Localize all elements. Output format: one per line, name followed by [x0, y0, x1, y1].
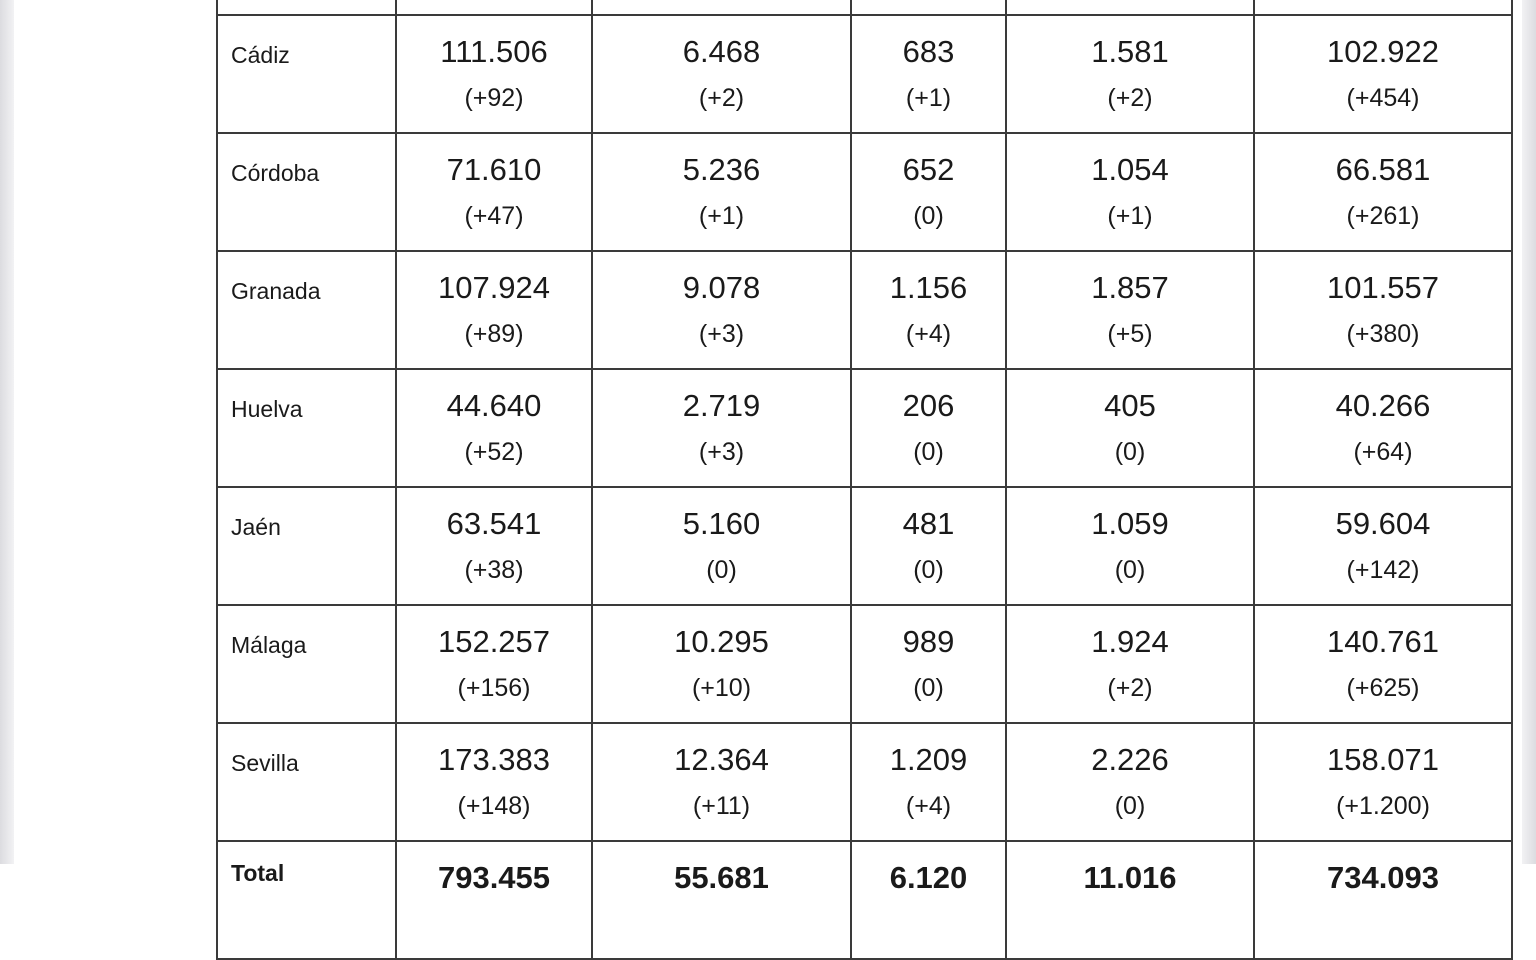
main-value: 683: [902, 34, 955, 69]
delta-value: (+2): [1107, 674, 1153, 702]
main-value: 11.016: [1083, 860, 1177, 895]
province-name-cell: Sevilla: [217, 723, 396, 841]
delta-value: (+47): [464, 202, 524, 230]
value-cell: [851, 605, 1006, 723]
value-cell: [592, 369, 851, 487]
value-cell: [592, 251, 851, 369]
delta-value: (+89): [464, 320, 524, 348]
main-value: 2.719: [682, 388, 761, 423]
right-page-gutter: [1522, 0, 1536, 864]
value-cell: [851, 841, 1006, 959]
main-value: 206: [902, 388, 955, 423]
value-cell: [592, 841, 851, 959]
table-row: [217, 723, 1512, 841]
value-cell: [396, 15, 592, 133]
delta-value: (+2): [698, 84, 745, 112]
delta-value: (+2): [1107, 84, 1153, 112]
value-cell: [396, 487, 592, 605]
value-cell: [1254, 841, 1512, 959]
value-cell: [396, 841, 592, 959]
value-cell: [396, 133, 592, 251]
delta-value: (+1): [905, 84, 952, 112]
value-cell: [851, 15, 1006, 133]
value-cell: [851, 723, 1006, 841]
value-cell: [1254, 15, 1512, 133]
delta-value: (+156): [457, 674, 531, 702]
delta-value: (0): [913, 674, 944, 702]
province-name-cell: Granada: [217, 251, 396, 369]
value-cell: [851, 0, 1006, 15]
main-value: 734.093: [1326, 860, 1440, 895]
delta-value: (+1): [1107, 202, 1153, 230]
main-value: 1.156: [889, 270, 968, 305]
table-row: [217, 605, 1512, 723]
value-cell: [396, 0, 592, 15]
main-value: 793.455: [437, 860, 551, 895]
table-row: [217, 251, 1512, 369]
main-value: 1.054: [1091, 152, 1169, 187]
delta-value: (+10): [691, 674, 752, 702]
value-cell: [1006, 841, 1254, 959]
main-value: 652: [902, 152, 955, 187]
total-row: [217, 841, 1512, 959]
value-cell: [1006, 15, 1254, 133]
value-cell: [1254, 605, 1512, 723]
value-cell: [592, 723, 851, 841]
delta-value: (+92): [464, 84, 524, 112]
value-cell: [592, 605, 851, 723]
main-value: 1.581: [1091, 34, 1169, 69]
delta-value: (0): [706, 556, 737, 584]
main-value: 66.581: [1335, 152, 1431, 187]
delta-value: (0): [1114, 556, 1146, 584]
value-cell: [851, 133, 1006, 251]
delta-value: (0): [1114, 792, 1146, 820]
main-value: 1.924: [1091, 624, 1169, 659]
value-cell: [396, 723, 592, 841]
value-cell: [1254, 0, 1512, 15]
main-value: 40.266: [1335, 388, 1431, 423]
delta-value: (+1): [698, 202, 745, 230]
value-cell: [592, 133, 851, 251]
value-cell: [396, 605, 592, 723]
delta-value: (+454): [1346, 84, 1420, 112]
main-value: 44.640: [446, 388, 542, 423]
delta-value: (+52): [464, 438, 524, 466]
main-value: 6.120: [889, 860, 968, 895]
delta-value: (+4): [905, 320, 952, 348]
value-cell: [851, 251, 1006, 369]
delta-value: (+11): [692, 792, 751, 820]
value-cell: [851, 487, 1006, 605]
main-value: 6.468: [682, 34, 761, 69]
value-cell: [396, 251, 592, 369]
value-cell: [1006, 251, 1254, 369]
table-row: [217, 0, 1512, 15]
main-value: 59.604: [1335, 506, 1431, 541]
value-cell: [1006, 0, 1254, 15]
delta-value: (0): [913, 438, 944, 466]
delta-value: (+3): [698, 320, 745, 348]
delta-value: (+148): [457, 792, 531, 820]
value-cell: [1254, 487, 1512, 605]
delta-value: (0): [1114, 438, 1146, 466]
province-data-table: [216, 0, 1513, 960]
main-value: 111.506: [440, 34, 548, 69]
value-cell: [1006, 369, 1254, 487]
main-value: 71.610: [446, 152, 542, 187]
value-cell: [851, 369, 1006, 487]
main-value: 5.160: [682, 506, 761, 541]
left-page-gutter: [0, 0, 14, 864]
delta-value: (+38): [464, 556, 524, 584]
province-name-cell: Jaén: [217, 487, 396, 605]
delta-value: (+142): [1346, 556, 1420, 584]
main-value: 10.295: [674, 624, 769, 659]
main-value: 63.541: [446, 506, 542, 541]
value-cell: [1006, 605, 1254, 723]
value-cell: [1006, 133, 1254, 251]
value-cell: [1254, 133, 1512, 251]
table-row: [217, 133, 1512, 251]
main-value: 5.236: [682, 152, 761, 187]
document-page: [14, 0, 1522, 895]
main-value: 9.078: [682, 270, 761, 305]
delta-value: (+5): [1107, 320, 1153, 348]
delta-value: (+3): [698, 438, 745, 466]
table-row: [217, 369, 1512, 487]
value-cell: [1006, 487, 1254, 605]
value-cell: [1006, 723, 1254, 841]
main-value: 158.071: [1326, 742, 1440, 777]
value-cell: [592, 0, 851, 15]
province-name-cell: Córdoba: [217, 133, 396, 251]
main-value: 101.557: [1326, 270, 1440, 305]
value-cell: [592, 487, 851, 605]
main-value: 55.681: [674, 860, 769, 895]
main-value: 1.857: [1091, 270, 1169, 305]
table-row: [217, 15, 1512, 133]
value-cell: [1254, 723, 1512, 841]
delta-value: (+64): [1353, 438, 1413, 466]
main-value: 405: [1104, 388, 1156, 423]
delta-value: (0): [913, 202, 944, 230]
delta-value: (+1.200): [1336, 792, 1430, 820]
main-value: 152.257: [437, 624, 551, 659]
main-value: 1.209: [889, 742, 968, 777]
value-cell: [1254, 251, 1512, 369]
delta-value: (+261): [1346, 202, 1420, 230]
value-cell: [592, 15, 851, 133]
main-value: 102.922: [1326, 34, 1440, 69]
province-name-cell: Total: [217, 841, 396, 959]
main-value: 2.226: [1091, 742, 1169, 777]
province-name-cell: Huelva: [217, 369, 396, 487]
main-value: 107.924: [437, 270, 551, 305]
value-cell: [1254, 369, 1512, 487]
value-cell: [396, 369, 592, 487]
main-value: 1.059: [1091, 506, 1169, 541]
province-name-cell: Málaga: [217, 605, 396, 723]
delta-value: (0): [913, 556, 944, 584]
main-value: 12.364: [674, 742, 769, 777]
main-value: 140.761: [1326, 624, 1440, 659]
province-name-cell: [217, 0, 396, 15]
main-value: 173.383: [437, 742, 551, 777]
delta-value: (+4): [905, 792, 952, 820]
delta-value: (+625): [1346, 674, 1420, 702]
main-value: 989: [902, 624, 955, 659]
province-name-cell: Cádiz: [217, 15, 396, 133]
main-value: 481: [902, 506, 955, 541]
table-row: [217, 487, 1512, 605]
delta-value: (+380): [1346, 320, 1420, 348]
